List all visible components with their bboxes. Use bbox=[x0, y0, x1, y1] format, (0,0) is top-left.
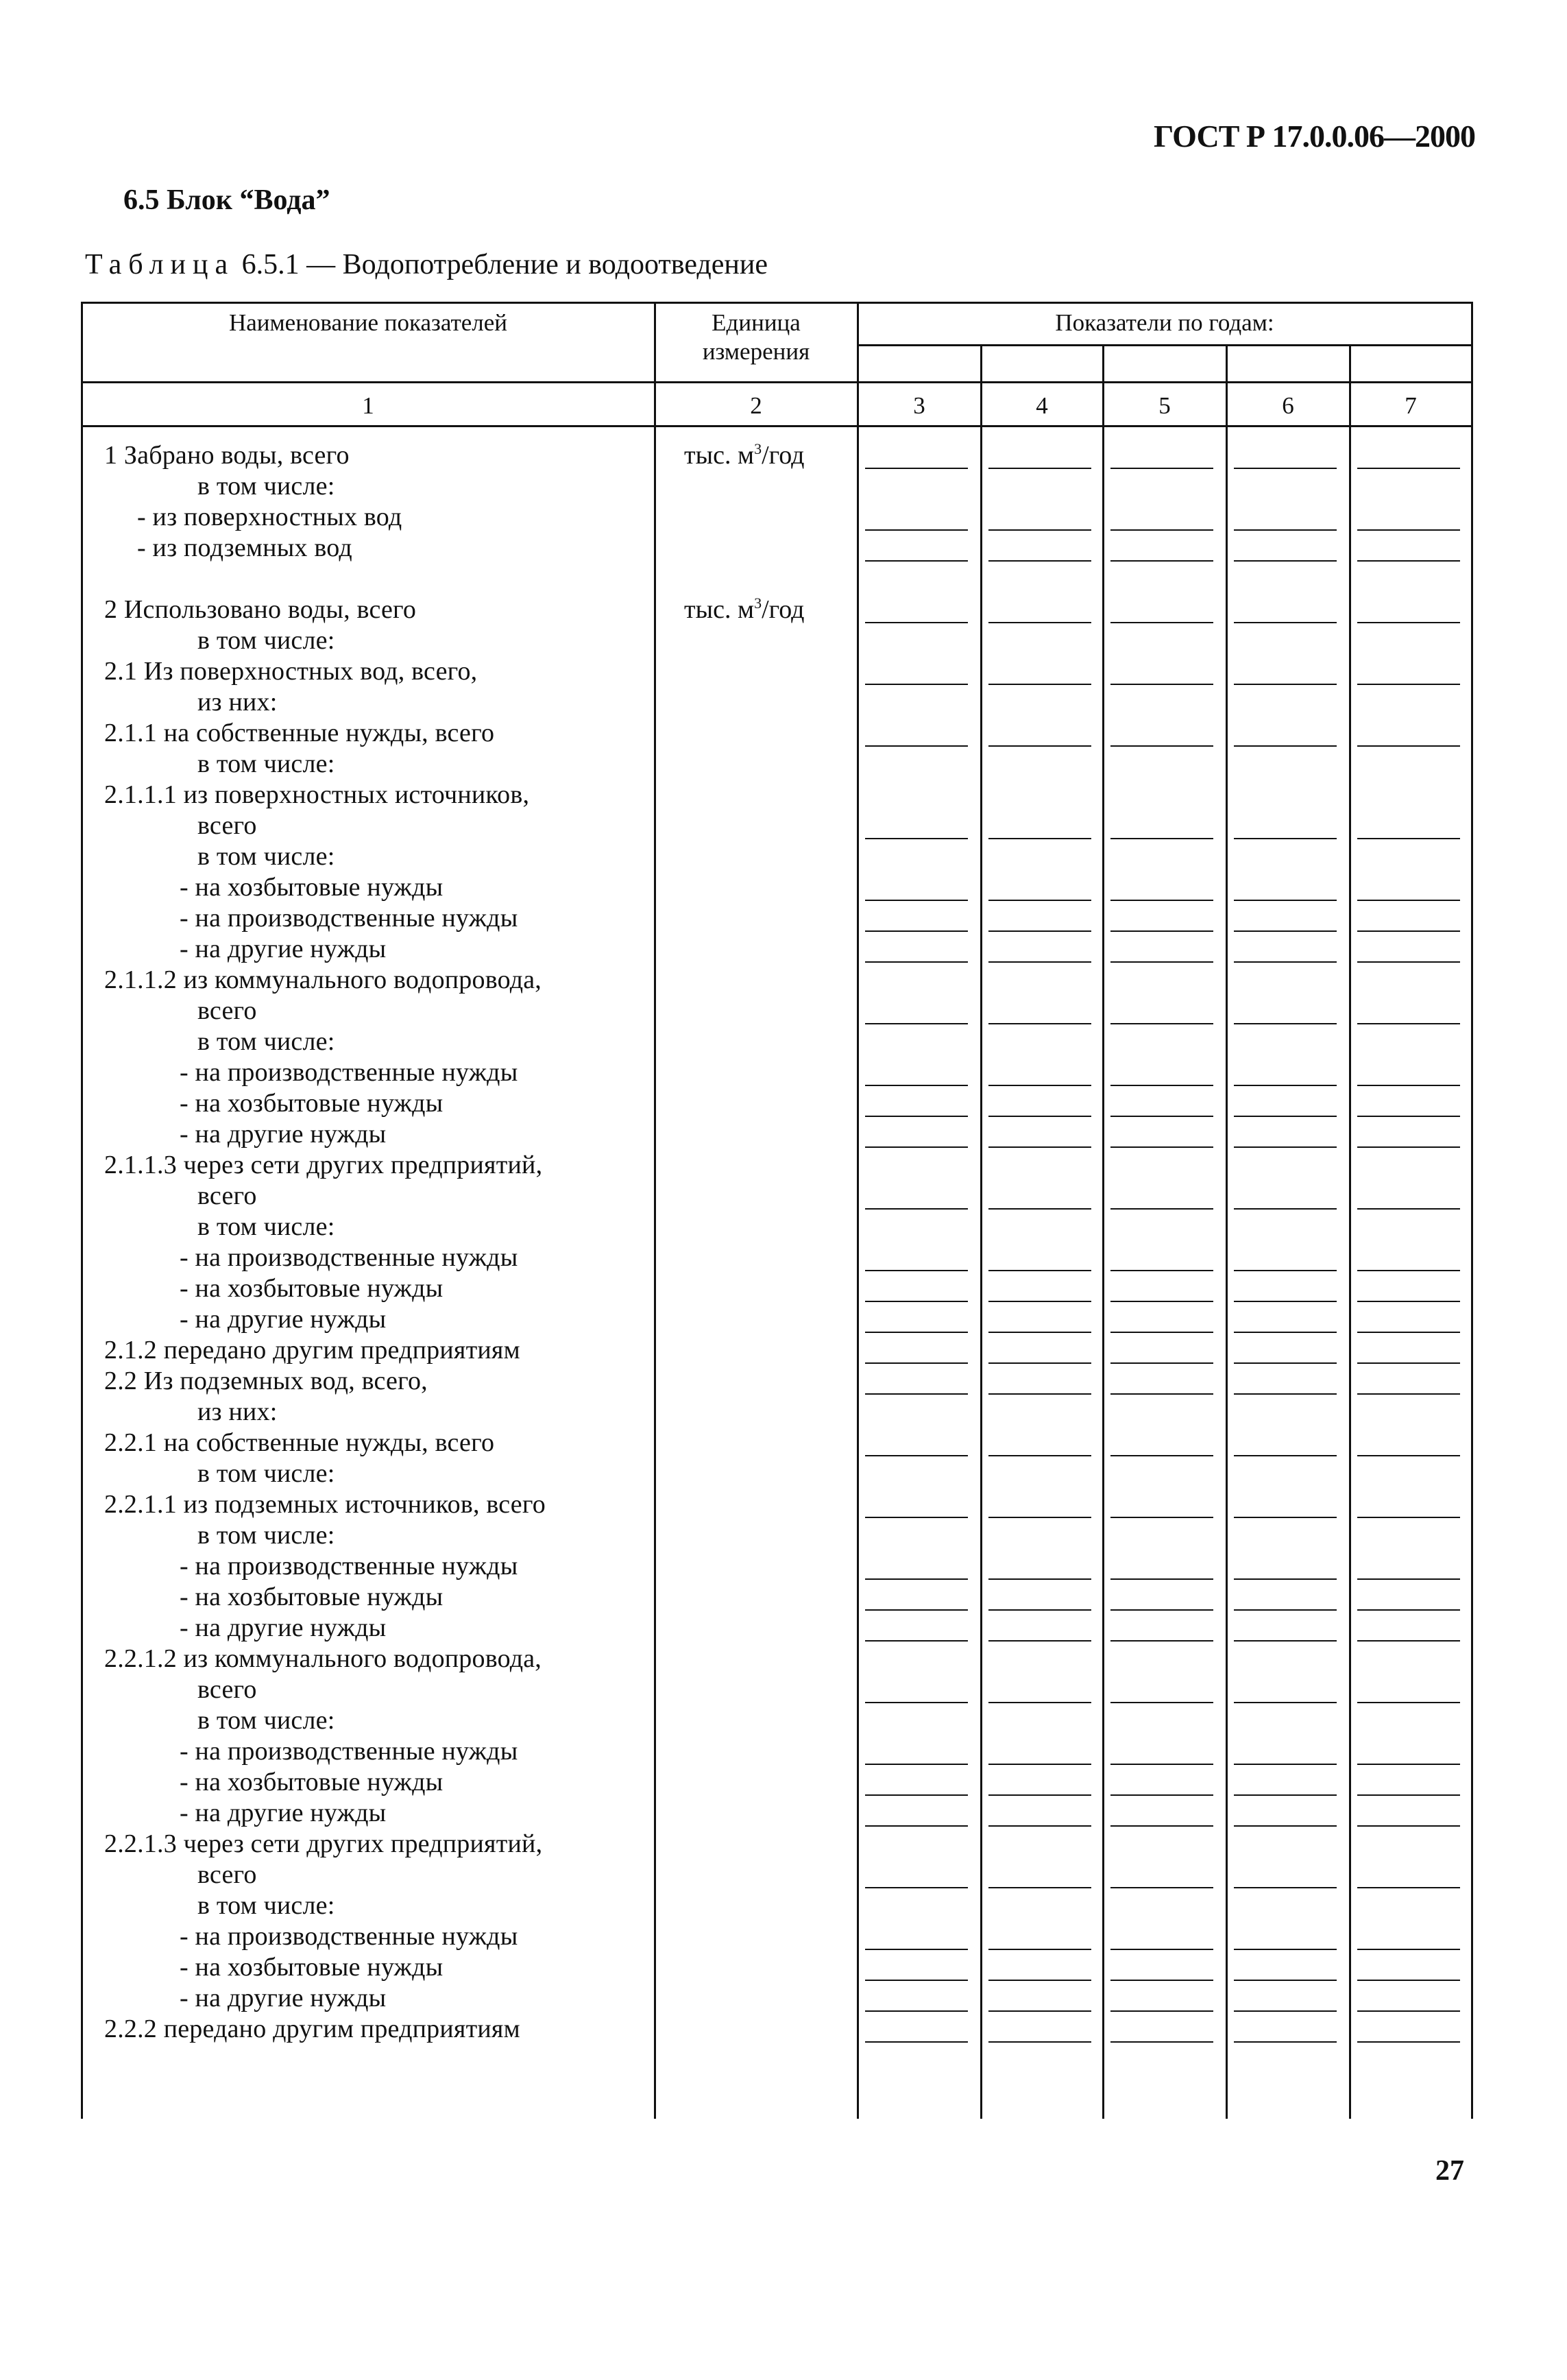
row-label: из них: bbox=[197, 688, 278, 717]
value-blank-year-3[interactable] bbox=[865, 1825, 968, 1827]
col-divider-4-5 bbox=[1102, 344, 1104, 2119]
value-blank-year-4[interactable] bbox=[988, 1116, 1091, 1117]
years-subheader-line bbox=[857, 344, 1473, 346]
value-blank-year-6[interactable] bbox=[1234, 1980, 1337, 1981]
row-label: 2.1.1.2 из коммунального водопровода, bbox=[104, 965, 542, 994]
value-blank-year-4[interactable] bbox=[988, 1887, 1091, 1888]
value-blank-year-3[interactable] bbox=[865, 961, 968, 963]
value-blank-year-7[interactable] bbox=[1357, 900, 1460, 901]
value-blank-year-5[interactable] bbox=[1110, 838, 1213, 839]
value-blank-year-7[interactable] bbox=[1357, 1362, 1460, 1364]
row-label: всего bbox=[197, 1675, 257, 1704]
unit-superscript: 3 bbox=[754, 594, 762, 612]
value-blank-year-3[interactable] bbox=[865, 900, 968, 901]
document-code: ГОСТ Р 17.0.0.06—2000 bbox=[1154, 119, 1475, 154]
value-blank-year-3[interactable] bbox=[865, 1146, 968, 1148]
table-caption-text: 6.5.1 — Водопотребление и водоотведение bbox=[241, 249, 768, 280]
row-label: - на производственные нужды bbox=[180, 1058, 518, 1087]
value-blank-year-6[interactable] bbox=[1234, 1825, 1337, 1827]
value-blank-year-6[interactable] bbox=[1234, 930, 1337, 932]
section-title: 6.5 Блок “Вода” bbox=[123, 184, 330, 216]
header-years: Показатели по годам: bbox=[1055, 309, 1274, 336]
value-blank-year-5[interactable] bbox=[1110, 1116, 1213, 1117]
value-blank-year-4[interactable] bbox=[988, 1640, 1091, 1642]
value-blank-year-3[interactable] bbox=[865, 1085, 968, 1086]
row-label: в том числе: bbox=[197, 1521, 335, 1550]
value-blank-year-3[interactable] bbox=[865, 684, 968, 685]
value-blank-year-4[interactable] bbox=[988, 1023, 1091, 1024]
unit-suffix: /год bbox=[762, 441, 805, 470]
row-label: - на хозбытовые нужды bbox=[180, 1089, 444, 1118]
value-blank-year-7[interactable] bbox=[1357, 961, 1460, 963]
value-blank-year-3[interactable] bbox=[865, 1270, 968, 1271]
value-blank-year-5[interactable] bbox=[1110, 745, 1213, 747]
col-divider-unit-years bbox=[857, 302, 859, 2119]
value-blank-year-4[interactable] bbox=[988, 1362, 1091, 1364]
value-blank-year-5[interactable] bbox=[1110, 1764, 1213, 1765]
page-number: 27 bbox=[1435, 2155, 1464, 2187]
value-blank-year-3[interactable] bbox=[865, 1980, 968, 1981]
value-blank-year-7[interactable] bbox=[1357, 1085, 1460, 1086]
value-blank-year-5[interactable] bbox=[1110, 930, 1213, 932]
value-blank-year-6[interactable] bbox=[1234, 1764, 1337, 1765]
value-blank-year-7[interactable] bbox=[1357, 1270, 1460, 1271]
value-blank-year-7[interactable] bbox=[1357, 529, 1460, 531]
value-blank-year-3[interactable] bbox=[865, 529, 968, 531]
row-label: - на хозбытовые нужды bbox=[180, 873, 444, 902]
column-number-7: 7 bbox=[1405, 392, 1417, 419]
value-blank-year-3[interactable] bbox=[865, 930, 968, 932]
row-label: 2.2.2 передано другим предприятиям bbox=[104, 2015, 520, 2043]
value-blank-year-3[interactable] bbox=[865, 468, 968, 469]
unit-base: тыс. м bbox=[684, 441, 755, 470]
value-blank-year-5[interactable] bbox=[1110, 961, 1213, 963]
value-blank-year-7[interactable] bbox=[1357, 1116, 1460, 1117]
value-blank-year-7[interactable] bbox=[1357, 1980, 1460, 1981]
value-blank-year-7[interactable] bbox=[1357, 1578, 1460, 1580]
value-blank-year-3[interactable] bbox=[865, 2010, 968, 2012]
value-blank-year-5[interactable] bbox=[1110, 900, 1213, 901]
value-blank-year-7[interactable] bbox=[1357, 1393, 1460, 1395]
value-blank-year-4[interactable] bbox=[988, 529, 1091, 531]
value-blank-year-6[interactable] bbox=[1234, 1362, 1337, 1364]
value-blank-year-5[interactable] bbox=[1110, 1980, 1213, 1981]
value-blank-year-3[interactable] bbox=[865, 2041, 968, 2043]
value-blank-year-7[interactable] bbox=[1357, 622, 1460, 623]
value-blank-year-3[interactable] bbox=[865, 745, 968, 747]
row-label: 2.1.2 передано другим предприятиям bbox=[104, 1336, 520, 1365]
value-blank-year-7[interactable] bbox=[1357, 1023, 1460, 1024]
value-blank-year-3[interactable] bbox=[865, 1764, 968, 1765]
header-unit-line1: Единица bbox=[712, 309, 801, 336]
value-blank-year-5[interactable] bbox=[1110, 1609, 1213, 1611]
table-top-border bbox=[81, 302, 1473, 304]
column-number-4: 4 bbox=[1036, 392, 1048, 419]
value-blank-year-7[interactable] bbox=[1357, 1825, 1460, 1827]
value-blank-year-3[interactable] bbox=[865, 1332, 968, 1333]
value-blank-year-4[interactable] bbox=[988, 1517, 1091, 1518]
value-blank-year-6[interactable] bbox=[1234, 1393, 1337, 1395]
value-blank-year-6[interactable] bbox=[1234, 1116, 1337, 1117]
value-blank-year-6[interactable] bbox=[1234, 1609, 1337, 1611]
header-unit-line2: измерения bbox=[702, 338, 810, 365]
row-label: в том числе: bbox=[197, 1459, 335, 1488]
value-blank-year-7[interactable] bbox=[1357, 2010, 1460, 2012]
unit-superscript: 3 bbox=[754, 440, 762, 457]
row-label: в том числе: bbox=[197, 1212, 335, 1241]
column-number-3: 3 bbox=[913, 392, 925, 419]
col-divider-3-4 bbox=[980, 344, 982, 2119]
value-blank-year-7[interactable] bbox=[1357, 1146, 1460, 1148]
value-blank-year-6[interactable] bbox=[1234, 1455, 1337, 1456]
value-blank-year-3[interactable] bbox=[865, 1887, 968, 1888]
value-blank-year-4[interactable] bbox=[988, 1146, 1091, 1148]
value-blank-year-4[interactable] bbox=[988, 1332, 1091, 1333]
value-blank-year-4[interactable] bbox=[988, 1609, 1091, 1611]
value-blank-year-6[interactable] bbox=[1234, 2041, 1337, 2043]
row-label: всего bbox=[197, 811, 257, 840]
value-blank-year-5[interactable] bbox=[1110, 468, 1213, 469]
value-blank-year-4[interactable] bbox=[988, 1301, 1091, 1302]
row-label: - на производственные нужды bbox=[180, 1552, 518, 1580]
unit-base: тыс. м bbox=[684, 595, 755, 624]
value-blank-year-3[interactable] bbox=[865, 1517, 968, 1518]
row-label: 2.2.1.2 из коммунального водопровода, bbox=[104, 1644, 542, 1673]
value-blank-year-7[interactable] bbox=[1357, 1640, 1460, 1642]
row-label: - на другие нужды bbox=[180, 1984, 387, 2012]
column-number-1: 1 bbox=[362, 392, 374, 419]
value-blank-year-5[interactable] bbox=[1110, 529, 1213, 531]
table-right-border bbox=[1471, 302, 1473, 2119]
value-blank-year-6[interactable] bbox=[1234, 1578, 1337, 1580]
value-blank-year-5[interactable] bbox=[1110, 1517, 1213, 1518]
value-blank-year-5[interactable] bbox=[1110, 1794, 1213, 1796]
value-blank-year-5[interactable] bbox=[1110, 2010, 1213, 2012]
value-blank-year-5[interactable] bbox=[1110, 1301, 1213, 1302]
row-label: - на хозбытовые нужды bbox=[180, 1768, 444, 1796]
header-bottom-line bbox=[81, 381, 1473, 383]
value-blank-year-6[interactable] bbox=[1234, 529, 1337, 531]
value-blank-year-6[interactable] bbox=[1234, 1517, 1337, 1518]
value-blank-year-5[interactable] bbox=[1110, 1362, 1213, 1364]
value-blank-year-6[interactable] bbox=[1234, 1270, 1337, 1271]
row-label: в том числе: bbox=[197, 1891, 335, 1920]
column-number-5: 5 bbox=[1158, 392, 1171, 419]
value-blank-year-4[interactable] bbox=[988, 2010, 1091, 2012]
row-label: 2.1.1.1 из поверхностных источников, bbox=[104, 780, 530, 809]
value-blank-year-7[interactable] bbox=[1357, 1794, 1460, 1796]
value-blank-year-4[interactable] bbox=[988, 1794, 1091, 1796]
value-blank-year-6[interactable] bbox=[1234, 468, 1337, 469]
value-blank-year-5[interactable] bbox=[1110, 1146, 1213, 1148]
value-blank-year-5[interactable] bbox=[1110, 1455, 1213, 1456]
row-label: 2.1.1.3 через сети других предприятий, bbox=[104, 1151, 543, 1179]
table-caption bbox=[85, 248, 768, 281]
row-label: в том числе: bbox=[197, 1027, 335, 1056]
value-blank-year-6[interactable] bbox=[1234, 838, 1337, 839]
value-blank-year-5[interactable] bbox=[1110, 2041, 1213, 2043]
value-blank-year-7[interactable] bbox=[1357, 468, 1460, 469]
value-blank-year-4[interactable] bbox=[988, 1455, 1091, 1456]
value-blank-year-6[interactable] bbox=[1234, 900, 1337, 901]
table-left-border bbox=[81, 302, 83, 2119]
value-blank-year-3[interactable] bbox=[865, 1455, 968, 1456]
value-blank-year-6[interactable] bbox=[1234, 1208, 1337, 1210]
value-blank-year-6[interactable] bbox=[1234, 2010, 1337, 2012]
value-blank-year-6[interactable] bbox=[1234, 622, 1337, 623]
header-indicator-name: Наименование показателей bbox=[228, 309, 508, 336]
row-label: 2.2.1 на собственные нужды, всего bbox=[104, 1428, 495, 1457]
row-label: - на хозбытовые нужды bbox=[180, 1953, 444, 1982]
col-divider-6-7 bbox=[1349, 344, 1351, 2119]
value-blank-year-7[interactable] bbox=[1357, 1332, 1460, 1333]
row-unit bbox=[684, 594, 805, 625]
value-blank-year-5[interactable] bbox=[1110, 1332, 1213, 1333]
column-number-2: 2 bbox=[750, 392, 762, 419]
row-label: - на другие нужды bbox=[180, 1613, 387, 1642]
value-blank-year-3[interactable] bbox=[865, 1116, 968, 1117]
row-unit bbox=[684, 440, 805, 470]
value-blank-year-4[interactable] bbox=[988, 1825, 1091, 1827]
row-label: всего bbox=[197, 1181, 257, 1210]
value-blank-year-7[interactable] bbox=[1357, 1455, 1460, 1456]
row-label: - на хозбытовые нужды bbox=[180, 1274, 444, 1303]
value-blank-year-4[interactable] bbox=[988, 684, 1091, 685]
row-label: 2.1.1 на собственные нужды, всего bbox=[104, 719, 495, 747]
value-blank-year-3[interactable] bbox=[865, 560, 968, 562]
value-blank-year-3[interactable] bbox=[865, 1794, 968, 1796]
row-label: - на другие нужды bbox=[180, 1799, 387, 1827]
value-blank-year-3[interactable] bbox=[865, 1949, 968, 1950]
row-label: - на производственные нужды bbox=[180, 1737, 518, 1766]
row-label: - на хозбытовые нужды bbox=[180, 1583, 444, 1611]
value-blank-year-7[interactable] bbox=[1357, 1949, 1460, 1950]
value-blank-year-4[interactable] bbox=[988, 622, 1091, 623]
value-blank-year-4[interactable] bbox=[988, 1702, 1091, 1703]
value-blank-year-4[interactable] bbox=[988, 1085, 1091, 1086]
value-blank-year-3[interactable] bbox=[865, 1609, 968, 1611]
value-blank-year-7[interactable] bbox=[1357, 1517, 1460, 1518]
value-blank-year-5[interactable] bbox=[1110, 1208, 1213, 1210]
value-blank-year-4[interactable] bbox=[988, 1949, 1091, 1950]
value-blank-year-6[interactable] bbox=[1234, 684, 1337, 685]
value-blank-year-5[interactable] bbox=[1110, 1887, 1213, 1888]
value-blank-year-7[interactable] bbox=[1357, 745, 1460, 747]
value-blank-year-5[interactable] bbox=[1110, 560, 1213, 562]
value-blank-year-3[interactable] bbox=[865, 838, 968, 839]
value-blank-year-6[interactable] bbox=[1234, 1146, 1337, 1148]
row-label: - на производственные нужды bbox=[180, 904, 518, 933]
table-caption-prefix: Таблица bbox=[85, 249, 235, 280]
row-label: в том числе: bbox=[197, 626, 335, 655]
value-blank-year-3[interactable] bbox=[865, 1208, 968, 1210]
value-blank-year-4[interactable] bbox=[988, 1208, 1091, 1210]
value-blank-year-3[interactable] bbox=[865, 1301, 968, 1302]
value-blank-year-7[interactable] bbox=[1357, 1208, 1460, 1210]
value-blank-year-6[interactable] bbox=[1234, 1794, 1337, 1796]
value-blank-year-6[interactable] bbox=[1234, 1702, 1337, 1703]
value-blank-year-6[interactable] bbox=[1234, 745, 1337, 747]
value-blank-year-7[interactable] bbox=[1357, 1609, 1460, 1611]
value-blank-year-4[interactable] bbox=[988, 560, 1091, 562]
row-label: 2.2.1.1 из подземных источников, всего bbox=[104, 1490, 546, 1519]
value-blank-year-3[interactable] bbox=[865, 622, 968, 623]
column-number-6: 6 bbox=[1282, 392, 1294, 419]
value-blank-year-7[interactable] bbox=[1357, 560, 1460, 562]
value-blank-year-4[interactable] bbox=[988, 468, 1091, 469]
row-label: в том числе: bbox=[197, 842, 335, 871]
value-blank-year-6[interactable] bbox=[1234, 1640, 1337, 1642]
value-blank-year-4[interactable] bbox=[988, 1578, 1091, 1580]
row-label: из них: bbox=[197, 1397, 278, 1426]
value-blank-year-4[interactable] bbox=[988, 1270, 1091, 1271]
row-label: 2 Использовано воды, всего bbox=[104, 595, 417, 624]
row-label: - на производственные нужды bbox=[180, 1922, 518, 1951]
row-label: в том числе: bbox=[197, 472, 335, 501]
row-label: всего bbox=[197, 996, 257, 1025]
value-blank-year-7[interactable] bbox=[1357, 930, 1460, 932]
value-blank-year-3[interactable] bbox=[865, 1702, 968, 1703]
value-blank-year-6[interactable] bbox=[1234, 1301, 1337, 1302]
value-blank-year-7[interactable] bbox=[1357, 1764, 1460, 1765]
value-blank-year-5[interactable] bbox=[1110, 1825, 1213, 1827]
value-blank-year-5[interactable] bbox=[1110, 1085, 1213, 1086]
row-label: 1 Забрано воды, всего bbox=[104, 441, 350, 470]
value-blank-year-4[interactable] bbox=[988, 1980, 1091, 1981]
value-blank-year-3[interactable] bbox=[865, 1393, 968, 1395]
value-blank-year-6[interactable] bbox=[1234, 1332, 1337, 1333]
row-label: - на другие нужды bbox=[180, 1120, 387, 1149]
value-blank-year-6[interactable] bbox=[1234, 1085, 1337, 1086]
value-blank-year-6[interactable] bbox=[1234, 1023, 1337, 1024]
value-blank-year-4[interactable] bbox=[988, 930, 1091, 932]
row-label: - из подземных вод bbox=[137, 533, 352, 562]
col-divider-5-6 bbox=[1226, 344, 1228, 2119]
value-blank-year-7[interactable] bbox=[1357, 2041, 1460, 2043]
row-label: в том числе: bbox=[197, 749, 335, 778]
value-blank-year-5[interactable] bbox=[1110, 1270, 1213, 1271]
row-label: - на другие нужды bbox=[180, 1305, 387, 1334]
value-blank-year-6[interactable] bbox=[1234, 1887, 1337, 1888]
value-blank-year-5[interactable] bbox=[1110, 1393, 1213, 1395]
value-blank-year-3[interactable] bbox=[865, 1362, 968, 1364]
value-blank-year-5[interactable] bbox=[1110, 1949, 1213, 1950]
value-blank-year-6[interactable] bbox=[1234, 560, 1337, 562]
value-blank-year-4[interactable] bbox=[988, 1764, 1091, 1765]
value-blank-year-5[interactable] bbox=[1110, 1702, 1213, 1703]
row-label: всего bbox=[197, 1860, 257, 1889]
col-divider-name-unit bbox=[654, 302, 656, 2119]
value-blank-year-6[interactable] bbox=[1234, 961, 1337, 963]
value-blank-year-7[interactable] bbox=[1357, 838, 1460, 839]
row-label: 2.2.1.3 через сети других предприятий, bbox=[104, 1829, 543, 1858]
row-label: в том числе: bbox=[197, 1706, 335, 1735]
row-label: 2.2 Из подземных вод, всего, bbox=[104, 1367, 428, 1395]
value-blank-year-6[interactable] bbox=[1234, 1949, 1337, 1950]
value-blank-year-3[interactable] bbox=[865, 1578, 968, 1580]
column-numbers-bottom-line bbox=[81, 425, 1473, 427]
value-blank-year-5[interactable] bbox=[1110, 1640, 1213, 1642]
header-unit bbox=[655, 309, 857, 366]
row-label: - на производственные нужды bbox=[180, 1243, 518, 1272]
value-blank-year-4[interactable] bbox=[988, 2041, 1091, 2043]
row-label: - на другие нужды bbox=[180, 935, 387, 963]
row-label: 2.1 Из поверхностных вод, всего, bbox=[104, 657, 478, 686]
value-blank-year-4[interactable] bbox=[988, 838, 1091, 839]
value-blank-year-7[interactable] bbox=[1357, 684, 1460, 685]
value-blank-year-3[interactable] bbox=[865, 1640, 968, 1642]
value-blank-year-3[interactable] bbox=[865, 1023, 968, 1024]
value-blank-year-4[interactable] bbox=[988, 961, 1091, 963]
value-blank-year-7[interactable] bbox=[1357, 1301, 1460, 1302]
row-label: - из поверхностных вод bbox=[137, 503, 402, 531]
value-blank-year-7[interactable] bbox=[1357, 1702, 1460, 1703]
value-blank-year-5[interactable] bbox=[1110, 684, 1213, 685]
value-blank-year-4[interactable] bbox=[988, 1393, 1091, 1395]
value-blank-year-5[interactable] bbox=[1110, 1023, 1213, 1024]
value-blank-year-7[interactable] bbox=[1357, 1887, 1460, 1888]
unit-suffix: /год bbox=[762, 595, 805, 624]
value-blank-year-5[interactable] bbox=[1110, 622, 1213, 623]
value-blank-year-4[interactable] bbox=[988, 745, 1091, 747]
value-blank-year-4[interactable] bbox=[988, 900, 1091, 901]
value-blank-year-5[interactable] bbox=[1110, 1578, 1213, 1580]
